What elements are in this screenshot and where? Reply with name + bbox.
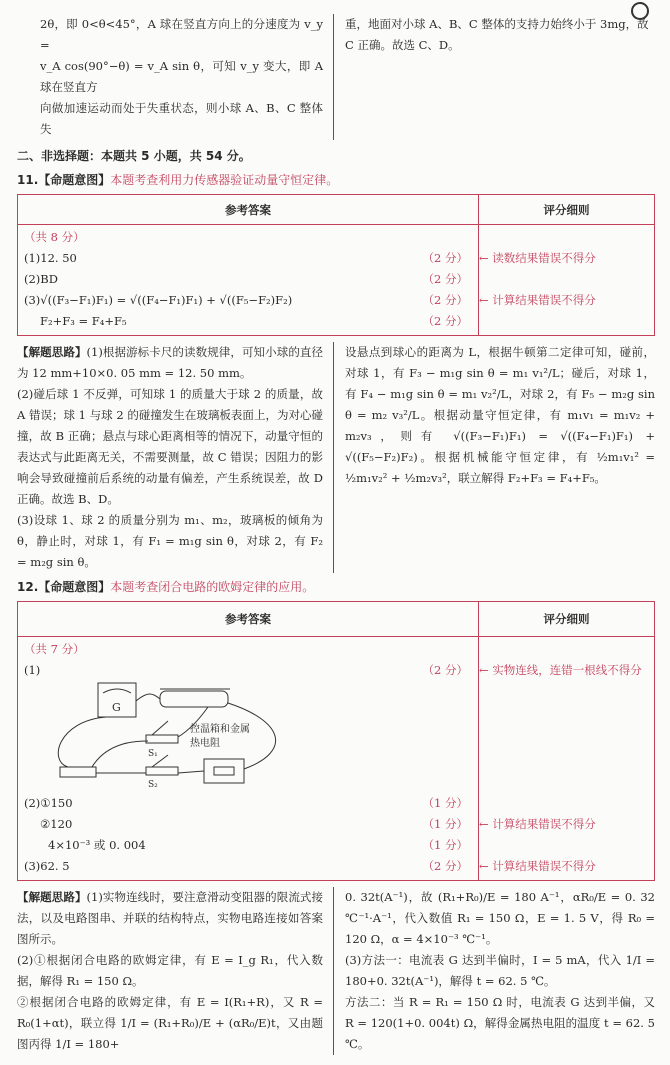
meter-label: G (112, 701, 121, 714)
analysis-paragraph: (2)碰后球 1 不反弹，可知球 1 的质量大于球 2 的质量，故 A 错误；球 1 与球 2 的碰撞发生在玻璃板表面上，为对心碰撞，故 B 正确；悬点与球心距离相等的情况下，动量守恒的表达式与此距离无关，不需要测量，故 C 错误；因阻力的影响会导致碰撞前后系统的动量有偏差，产生系统误差，故 D 正确。故选 B、D。 (17, 387, 323, 506)
switch-s1-label: S₁ (148, 749, 158, 759)
scoring-rule: ← 实物连线，连错一根线不得分 (479, 663, 642, 677)
text-line: 2θ，即 0<θ<45°，A 球在竖直方向上的分速度为 v_y = (40, 17, 323, 52)
question-intent: 本题考查闭合电路的欧姆定律的应用。 (110, 580, 315, 594)
text-line: C 正确。故选 C、D。 (345, 38, 460, 52)
points: （2 分） (422, 663, 468, 677)
scoring-rule (479, 793, 655, 814)
scoring-rule: ← 计算结果错误不得分 (479, 859, 596, 873)
scoring-rule: ← 计算结果错误不得分 (479, 817, 596, 831)
circuit-diagram (18, 681, 478, 793)
continuation-right (334, 14, 655, 140)
answer: ②120 (40, 817, 73, 831)
continuation-left (17, 14, 334, 140)
points: （2 分） (422, 272, 468, 286)
analysis-tag: 【解题思路】 (17, 345, 87, 359)
table-row (18, 660, 655, 681)
analysis-paragraph: ②根据闭合电路的欧姆定律，有 E = I(R₁+R)，又 R = R₀(1+αt)，联立得 1/I = (R₁+R₀)/E + (αR₀/E)t，又由题图丙得 1/I = 180+ (17, 995, 323, 1051)
q12-heading (17, 577, 655, 597)
table-row (18, 835, 655, 856)
analysis-paragraph: (3)方法一：电流表 G 达到半偏时，I = 5 mA，代入 1/I = 180+0. 32t(A⁻¹)，解得 t = 62. 5 ℃。 (345, 953, 655, 988)
analysis-paragraph: (1)根据游标卡尺的读数规律，可知小球的直径为 12 mm+10×0. 05 mm = 12. 50 mm。 (17, 345, 323, 380)
table-row (18, 248, 655, 269)
question-tag: 【命题意图】 (38, 580, 111, 594)
column-header-rule: 评分细则 (479, 195, 655, 225)
column-header-answer: 参考答案 (18, 602, 479, 637)
points: （2 分） (422, 251, 468, 265)
points: （1 分） (422, 796, 468, 810)
text-line: 重，地面对小球 A、B、C 整体的支持力始终小于 3mg，故 (345, 17, 649, 31)
q11-analysis (17, 342, 655, 573)
answer: (1) (24, 663, 41, 677)
switch-s2-label: S₂ (148, 780, 158, 790)
analysis-paragraph: (1)实物连线时，要注意滑动变阻器的限流式接法，以及电路图串、并联的结构特点，实物电路连接如答案图所示。 (17, 890, 323, 946)
table-row (18, 290, 655, 311)
answer: (2)BD (24, 272, 58, 286)
q12-analysis-right (334, 887, 655, 1055)
points: （1 分） (422, 838, 468, 852)
q11-answer-table (17, 194, 655, 336)
text-line: v_A cos(90°−θ) = v_A sin θ，可知 v_y 变大，即 A 球在竖直方 (40, 59, 323, 94)
analysis-paragraph: 0. 32t(A⁻¹)，故 (R₁+R₀)/E = 180 A⁻¹，αR₀/E = 0. 32 ℃⁻¹·A⁻¹，代入数值 R₁ = 150 Ω，E = 1. 5 V，得 R₀ = 120 Ω，α = 4×10⁻³ ℃⁻¹。 (345, 890, 655, 946)
answer: (1)12. 50 (24, 251, 77, 265)
q12-analysis (17, 887, 655, 1055)
table-row (18, 814, 655, 835)
q11-analysis-left (17, 342, 334, 573)
analysis-paragraph: 方法二：当 R = R₁ = 150 Ω 时，电流表 G 达到半偏，又 R = 120(1+0. 004t) Ω，解得金属热电阻的温度 t = 62. 5 ℃。 (345, 995, 655, 1051)
box-label: 控温箱和金属热电阻 (190, 724, 250, 749)
circuit-wiring-illustration (48, 681, 298, 791)
q12-answer-table (17, 601, 655, 881)
table-row (18, 856, 655, 881)
scoring-rule (479, 835, 655, 856)
scoring-rule (479, 269, 655, 290)
scoring-rule: ← 读数结果错误不得分 (479, 251, 596, 265)
section-title: 二、非选择题：本题共 5 小题，共 54 分。 (17, 149, 251, 163)
answer: F₂+F₃ = F₄+F₅ (40, 314, 127, 328)
answer: 4×10⁻³ 或 0. 004 (48, 838, 146, 852)
analysis-tag: 【解题思路】 (17, 890, 87, 904)
table-row (18, 311, 655, 336)
answer: (2)①150 (24, 796, 73, 810)
question-number: 11. (17, 173, 39, 187)
points: （2 分） (422, 859, 468, 873)
q11-analysis-right (334, 342, 655, 573)
page-number-badge (631, 2, 649, 20)
total-points: （共 7 分） (24, 642, 85, 656)
scoring-rule: ← 计算结果错误不得分 (479, 293, 596, 307)
question-tag: 【命题意图】 (38, 173, 111, 187)
scoring-rule (479, 311, 655, 336)
points: （1 分） (422, 817, 468, 831)
question-number: 12. (17, 580, 39, 594)
answer: (3)√((F₃−F₁)F₁) = √((F₄−F₁)F₁) + √((F₅−F₂)F₂) (24, 293, 293, 307)
question-intent: 本题考查利用力传感器验证动量守恒定律。 (110, 173, 339, 187)
analysis-paragraph: (2)①根据闭合电路的欧姆定律，有 E = I_g R₁，代入数据，解得 R₁ = 150 Ω。 (17, 953, 323, 988)
column-header-rule: 评分细则 (479, 602, 655, 637)
table-row (18, 793, 655, 814)
text-line: 向做加速运动而处于失重状态，则小球 A、B、C 整体失 (40, 101, 323, 136)
continuation (17, 14, 655, 140)
answer: (3)62. 5 (24, 859, 70, 873)
points: （2 分） (422, 293, 468, 307)
total-points: （共 8 分） (24, 230, 85, 244)
column-header-answer: 参考答案 (18, 195, 479, 225)
points: （2 分） (422, 314, 468, 328)
table-row (18, 269, 655, 290)
analysis-paragraph: (3)设球 1、球 2 的质量分别为 m₁、m₂，玻璃板的倾角为 θ，静止时，对球 1，有 F₁ = m₁g sin θ，对球 2，有 F₂ = m₂g sin θ。 (17, 513, 323, 569)
q11-heading (17, 170, 655, 190)
q12-analysis-left (17, 887, 334, 1055)
analysis-paragraph: 设悬点到球心的距离为 L，根据牛顿第二定律可知，碰前，对球 1，有 F₃ − m₁g sin θ = m₁ v₁²/L；碰后，对球 1，有 F₄ − m₁g sin θ = m₁ v₂²/L，对球 2，有 F₅ − m₂g sin θ = m₂ v₃²/L。根据动量守恒定律，有 m₁v₁ = m₁v₂ + m₂v₃，则有 √((F₃−F₁)F₁) = √((F₄−F₁)F₁) + √((F₅−F₂)F₂)。根据机械能守恒定律，有 ½m₁v₁² = ½m₁v₂² + ½m₂v₃²，联立解得 F₂+F₃ = F₄+F₅。 (345, 345, 655, 485)
